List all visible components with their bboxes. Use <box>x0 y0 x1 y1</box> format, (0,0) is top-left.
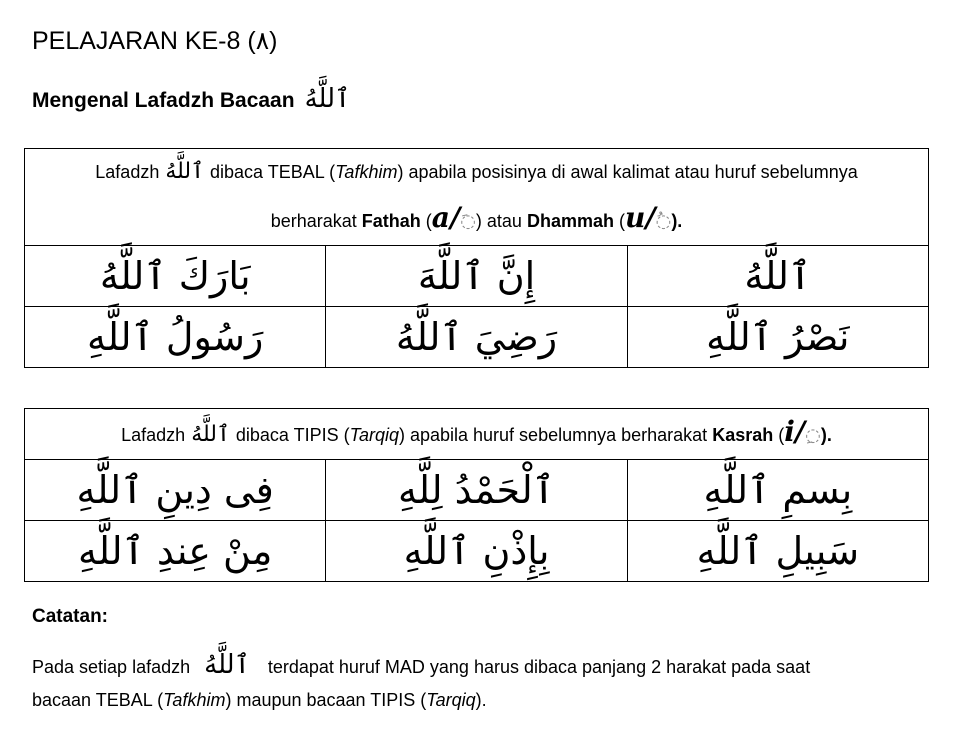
page-subtitle <box>32 84 350 114</box>
tebal-rule-line1: Lafadzh ٱللَّهُ dibaca TEBAL (Tafkhim) apabila posisinya di awal kalimat atau huruf sebelumnya <box>95 159 858 184</box>
arabic-example: ٱللَّهُ <box>627 246 928 307</box>
vowel-u: u <box>625 201 646 234</box>
tipis-rule-line1: Lafadzh ٱللَّهُ dibaca TIPIS (Tarqiq) apabila huruf sebelumnya berharakat Kasrah (i/◌ِ). <box>121 415 832 448</box>
table-row <box>25 246 929 307</box>
table-row <box>25 307 929 368</box>
fathah-mark: ◌َ <box>460 211 476 232</box>
arabic-example: فِى دِينِ ٱللَّهِ <box>25 460 326 521</box>
tebal-rule-emphasis: Tafkhim <box>335 162 398 182</box>
title-suffix: ) <box>269 27 278 55</box>
arabic-example: رَضِيَ ٱللَّهُ <box>326 307 627 368</box>
notes-heading: Catatan: <box>32 606 109 627</box>
note-arabic: ٱللَّهُ <box>204 650 250 680</box>
arabic-example: بِسمِ ٱللَّهِ <box>627 460 928 521</box>
dhammah-label: Dhammah <box>526 211 614 231</box>
tebal-table <box>24 148 929 368</box>
table-row <box>25 521 929 582</box>
tipis-table <box>24 408 929 582</box>
arabic-example: نَصْرُ ٱللَّهِ <box>627 307 928 368</box>
vowel-a: a <box>431 201 450 234</box>
tipis-rule-arabic: ٱللَّهُ <box>191 422 230 447</box>
page-title <box>32 26 277 56</box>
tebal-rule-cell <box>25 149 929 246</box>
fathah-label: Fathah <box>361 211 421 231</box>
arabic-example: بِإِذْنِ ٱللَّهِ <box>326 521 627 582</box>
dhammah-mark: ◌ُ <box>655 211 672 232</box>
arabic-example: إِنَّ ٱللَّهَ <box>326 246 627 307</box>
note-line-1: Pada setiap lafadzh ٱللَّهُ terdapat huruf MAD yang harus dibaca panjang 2 harakat pada saat <box>32 650 811 680</box>
note-line-2: bacaan TEBAL (Tafkhim) maupun bacaan TIPIS (Tarqiq). <box>32 690 487 710</box>
tipis-rule-emphasis: Tarqiq <box>349 425 399 445</box>
arabic-example: سَبِيلِ ٱللَّهِ <box>627 521 928 582</box>
tipis-rule-cell <box>25 409 929 460</box>
title-arabic-number: ٨ <box>255 26 270 55</box>
kasrah-mark: ◌ِ <box>805 425 821 446</box>
arabic-example: ٱلْحَمْدُ لِلَّهِ <box>326 460 627 521</box>
vowel-i: i <box>784 415 795 448</box>
arabic-example: بَارَكَ ٱللَّهُ <box>25 246 326 307</box>
subtitle-text: Mengenal Lafadzh Bacaan <box>32 89 295 112</box>
arabic-example: رَسُولُ ٱللَّهِ <box>25 307 326 368</box>
subtitle-arabic: ٱللَّهُ <box>304 84 351 114</box>
title-prefix: PELAJARAN KE-8 ( <box>32 27 256 55</box>
tebal-rule-line2: berharakat Fathah (a/◌َ) atau Dhammah (u/◌ُ). <box>270 201 683 234</box>
tebal-rule-arabic: ٱللَّهُ <box>165 159 205 184</box>
arabic-example: مِنْ عِندِ ٱللَّهِ <box>25 521 326 582</box>
kasrah-label: Kasrah <box>712 425 774 445</box>
table-row <box>25 460 929 521</box>
